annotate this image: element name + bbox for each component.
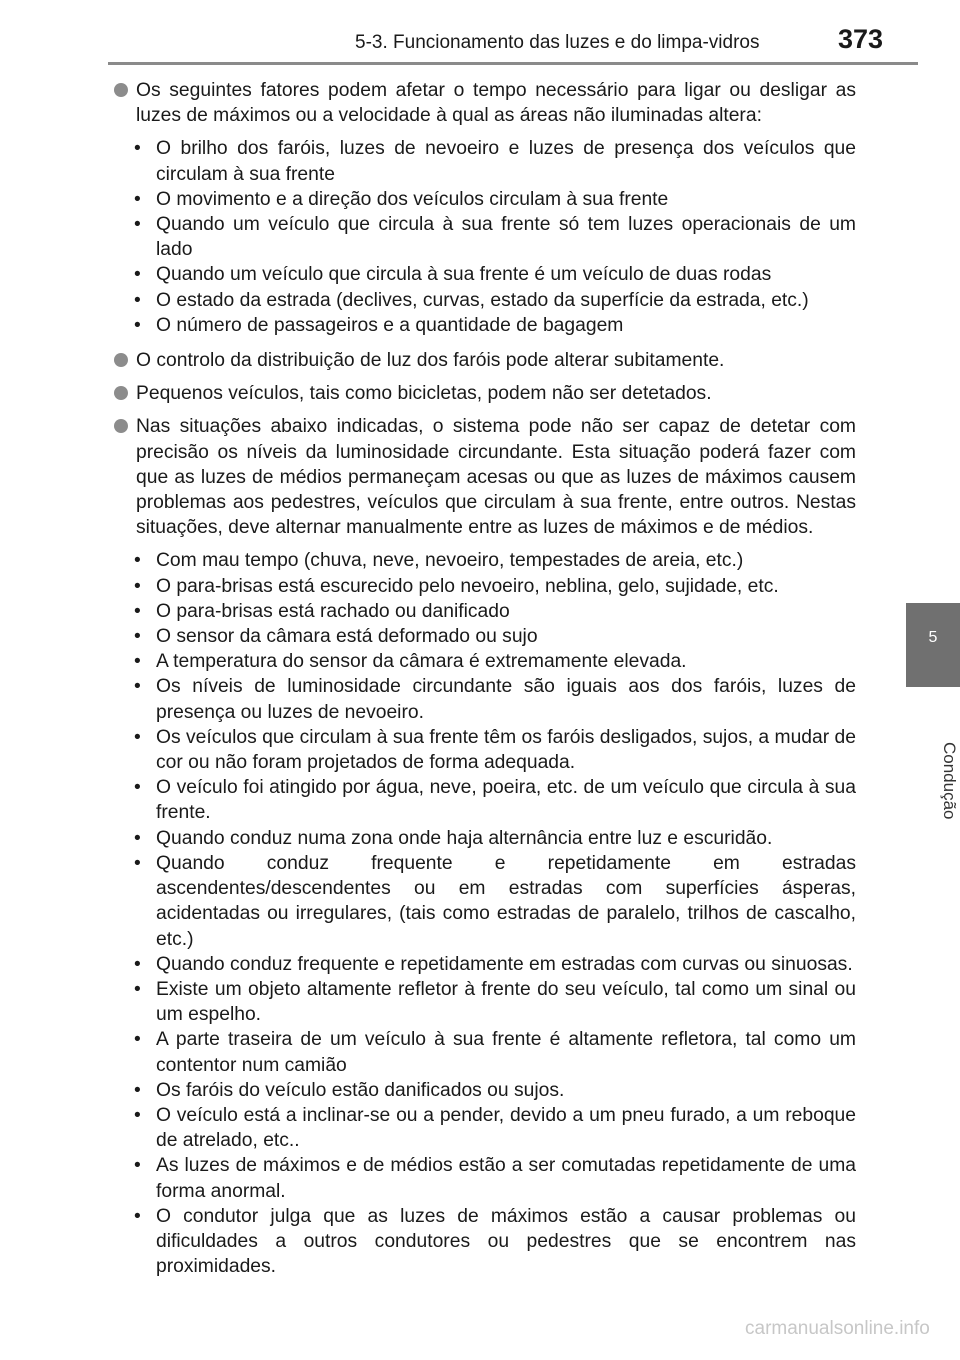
list-item: • Os veículos que circulam à sua frente têm os faróis desligados, sujos, a mudar de cor ou não foram projetados de forma adequada. bbox=[132, 725, 856, 775]
list-item: • O para-brisas está rachado ou danificado bbox=[132, 599, 856, 624]
chapter-number: 5 bbox=[928, 629, 938, 646]
list-item: • Com mau tempo (chuva, neve, nevoeiro, tempestades de areia, etc.) bbox=[132, 548, 856, 573]
note-paragraph bbox=[112, 348, 856, 373]
chapter-label: Condução bbox=[940, 742, 959, 820]
note-text: Os seguintes fatores podem afetar o tempo necessário para ligar ou desligar as luzes de máximos ou a velocidade à qual as áreas não iluminadas altera: bbox=[136, 80, 856, 127]
list-item: • Quando conduz frequente e repetidamente em estradas ascendentes/descendentes ou em estradas com superfícies ásperas, acidentadas ou irregulares, (tais como estradas de paralelo, trilhos de cascalho, etc.) bbox=[132, 851, 856, 952]
note-paragraph bbox=[112, 381, 856, 406]
list-item: • O para-brisas está escurecido pelo nevoeiro, neblina, gelo, sujidade, etc. bbox=[132, 574, 856, 599]
list-item: • Quando conduz frequente e repetidamente em estradas com curvas ou sinuosas. bbox=[132, 952, 856, 977]
list-item: • O estado da estrada (declives, curvas, estado da superfície da estrada, etc.) bbox=[132, 288, 856, 313]
list-item: • Quando conduz numa zona onde haja alternância entre luz e escuridão. bbox=[132, 826, 856, 851]
circle-bullet-icon bbox=[114, 353, 128, 367]
circle-bullet-icon bbox=[114, 386, 128, 400]
list-item: • Os níveis de luminosidade circundante são iguais aos dos faróis, luzes de presença ou luzes de nevoeiro. bbox=[132, 674, 856, 724]
list-item: • O condutor julga que as luzes de máximos estão a causar problemas ou dificuldades a outros condutores ou pedestres que se encontrem nas proximidades. bbox=[132, 1204, 856, 1280]
list-item: • A temperatura do sensor da câmara é extremamente elevada. bbox=[132, 649, 856, 674]
header-divider bbox=[108, 62, 918, 65]
circle-bullet-icon bbox=[114, 419, 128, 433]
note-text: Nas situações abaixo indicadas, o sistema pode não ser capaz de detetar com precisão os níveis da luminosidade circundante. Esta situação poderá fazer com que as luzes de médios permaneçam acesas ou que as luzes de máximos causem problemas aos pedestres, veículos que circulam à sua frente, entre outros. Nestas situações, deve alternar manualmente entre as luzes de máximos e de médios. bbox=[136, 416, 856, 539]
list-item: • O movimento e a direção dos veículos circulam à sua frente bbox=[132, 187, 856, 212]
list-item: • Os faróis do veículo estão danificados ou sujos. bbox=[132, 1078, 856, 1103]
list-item: • O brilho dos faróis, luzes de nevoeiro e luzes de presença dos veículos que circulam à sua frente bbox=[132, 136, 856, 186]
running-header: 5-3. Funcionamento das luzes e do limpa-vidros bbox=[355, 32, 760, 53]
list-item: • Quando um veículo que circula à sua frente só tem luzes operacionais de um lado bbox=[132, 212, 856, 262]
note-text: Pequenos veículos, tais como bicicletas, podem não ser detetados. bbox=[136, 383, 712, 405]
watermark: carmanualsonline.info bbox=[745, 1318, 930, 1339]
list-item: • A parte traseira de um veículo à sua frente é altamente refletora, tal como um contentor num camião bbox=[132, 1027, 856, 1077]
bullet-list bbox=[112, 548, 856, 1279]
list-item: • O número de passageiros e a quantidade de bagagem bbox=[132, 313, 856, 338]
bullet-list bbox=[112, 136, 856, 338]
list-item: • Quando um veículo que circula à sua frente é um veículo de duas rodas bbox=[132, 262, 856, 287]
note-paragraph bbox=[112, 414, 856, 540]
note-text: O controlo da distribuição de luz dos faróis pode alterar subitamente. bbox=[136, 350, 725, 372]
list-item: • O veículo está a inclinar-se ou a pender, devido a um pneu furado, a um reboque de atrelado, etc.. bbox=[132, 1103, 856, 1153]
circle-bullet-icon bbox=[114, 83, 128, 97]
list-item: • Existe um objeto altamente refletor à frente do seu veículo, tal como um sinal ou um espelho. bbox=[132, 977, 856, 1027]
chapter-tab bbox=[906, 603, 960, 687]
page-body bbox=[112, 78, 856, 1289]
list-item: • O sensor da câmara está deformado ou sujo bbox=[132, 624, 856, 649]
page-number: 373 bbox=[838, 24, 884, 54]
note-paragraph bbox=[112, 78, 856, 128]
list-item: • As luzes de máximos e de médios estão a ser comutadas repetidamente de uma forma anormal. bbox=[132, 1153, 856, 1203]
list-item: • O veículo foi atingido por água, neve, poeira, etc. de um veículo que circula à sua frente. bbox=[132, 775, 856, 825]
